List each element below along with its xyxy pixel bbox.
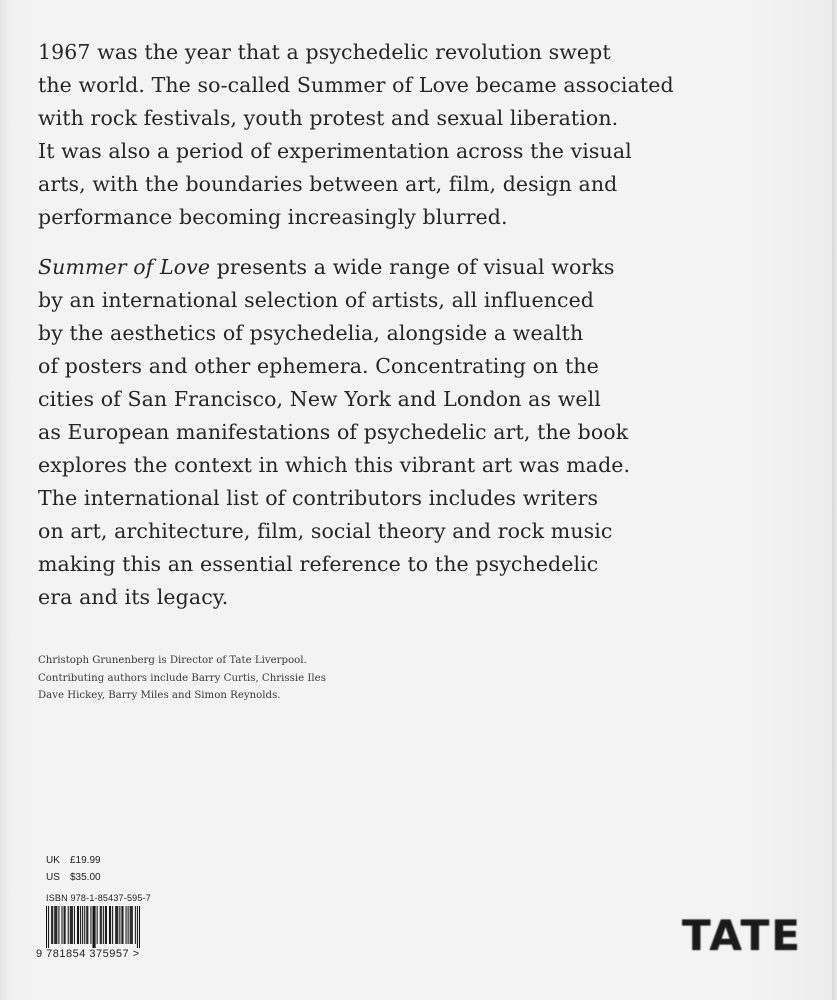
barcode-bar — [135, 906, 136, 944]
blurb-line: It was also a period of experimentation across the visual — [38, 139, 632, 163]
barcode-bar — [126, 906, 127, 944]
isbn-label: ISBN 978-1-85437-595-7 — [46, 893, 151, 903]
barcode-bar — [86, 906, 87, 944]
blurb-paragraph-1 — [38, 36, 738, 234]
barcode-bar — [77, 906, 78, 944]
blurb-line: by an international selection of artists, all influenced — [38, 288, 595, 312]
blurb-line: performance becoming increasingly blurred. — [38, 205, 508, 229]
barcode-bar — [106, 906, 107, 944]
book-title: Summer of Love — [38, 255, 211, 279]
barcode-bar — [58, 906, 59, 944]
barcode-bar — [122, 906, 123, 944]
barcode-bar — [65, 906, 66, 944]
tate-logo: TATE — [682, 911, 802, 960]
barcode-bar — [131, 906, 132, 944]
blurb-line: with rock festivals, youth protest and sexual liberation. — [38, 106, 619, 130]
barcode-bar — [46, 906, 47, 948]
barcode-bar — [51, 906, 52, 944]
barcode-bar — [71, 906, 72, 944]
blurb-line: of posters and other ephemera. Concentrating on the — [38, 354, 599, 378]
blurb-line: 1967 was the year that a psychedelic revolution swept — [38, 40, 611, 64]
barcode-bar — [56, 906, 57, 944]
barcode-bar — [97, 906, 98, 944]
barcode-bar — [68, 906, 69, 944]
barcode-bar — [92, 906, 93, 948]
price-currency: UK — [46, 855, 60, 866]
blurb-paragraph-2 — [38, 251, 738, 614]
barcode-bar — [87, 906, 88, 944]
barcode-bar — [74, 906, 75, 944]
blurb-text — [38, 36, 738, 614]
barcode-bar — [105, 906, 106, 944]
blurb-line: on art, architecture, film, social theory and rock music — [38, 519, 613, 543]
barcode-bar — [110, 906, 111, 944]
barcode-bar — [130, 906, 131, 944]
blurb-line: the world. The so-called Summer of Love became associated — [38, 73, 674, 97]
blurb-line: arts, with the boundaries between art, film, design and — [38, 172, 618, 196]
barcode-bar — [128, 906, 129, 944]
blurb-line-rest: presents a wide range of visual works — [210, 255, 615, 279]
barcode-bar — [61, 906, 62, 944]
barcode-bar — [103, 906, 104, 944]
barcode-bar — [48, 906, 49, 948]
barcode-bar — [52, 906, 53, 944]
barcode-bar — [119, 906, 120, 944]
price-row — [46, 852, 101, 869]
blurb-line: cities of San Francisco, New York and London as well — [38, 387, 601, 411]
barcode-bar — [139, 906, 140, 948]
barcode-bar — [100, 906, 101, 944]
contributors-credits — [38, 652, 326, 705]
barcode-bar — [80, 906, 81, 944]
barcode-bar — [112, 906, 113, 944]
barcode-bar — [116, 906, 117, 944]
barcode-bar — [72, 906, 73, 944]
barcode-bar — [132, 906, 133, 944]
blurb-line — [38, 251, 738, 284]
blurb-line: making this an essential reference to the psychedelic — [38, 552, 599, 576]
price-amount: £19.99 — [70, 855, 101, 866]
barcode-bar — [117, 906, 118, 944]
barcode-bar — [55, 906, 56, 944]
barcode-bar — [84, 906, 85, 944]
barcode-bar — [101, 906, 102, 944]
blurb-line: as European manifestations of psychedelic art, the book — [38, 420, 629, 444]
price-list — [46, 852, 101, 886]
barcode — [46, 906, 140, 948]
blurb-line: era and its legacy. — [38, 585, 229, 609]
blurb-line: The international list of contributors includes writers — [38, 486, 599, 510]
barcode-bar — [64, 906, 65, 944]
barcode-bar — [78, 906, 79, 944]
barcode-bar — [82, 906, 83, 944]
barcode-bar — [54, 906, 55, 944]
barcode-bar — [90, 906, 91, 944]
credit-line: Dave Hickey, Barry Miles and Simon Reynolds. — [38, 690, 281, 701]
barcode-bar — [70, 906, 71, 944]
credit-line: Christoph Grunenberg is Director of Tate Liverpool. — [38, 655, 307, 666]
barcode-bar — [115, 906, 116, 944]
barcode-bar — [95, 906, 96, 948]
price-row — [46, 869, 101, 886]
barcode-bars — [46, 906, 140, 948]
barcode-digits: 9 781854 375957 > — [36, 948, 140, 960]
price-currency: US — [46, 872, 60, 883]
cover-edge — [832, 0, 837, 1000]
blurb-line: explores the context in which this vibrant art was made. — [38, 453, 631, 477]
barcode-bar — [109, 906, 110, 944]
barcode-bar — [121, 906, 122, 944]
credit-line: Contributing authors include Barry Curtis, Chrissie Iles — [38, 672, 326, 684]
price-amount: $35.00 — [70, 872, 101, 883]
barcode-bar — [94, 906, 95, 948]
barcode-bar — [137, 906, 138, 948]
blurb-line: by the aesthetics of psychedelia, alongside a wealth — [38, 321, 584, 345]
